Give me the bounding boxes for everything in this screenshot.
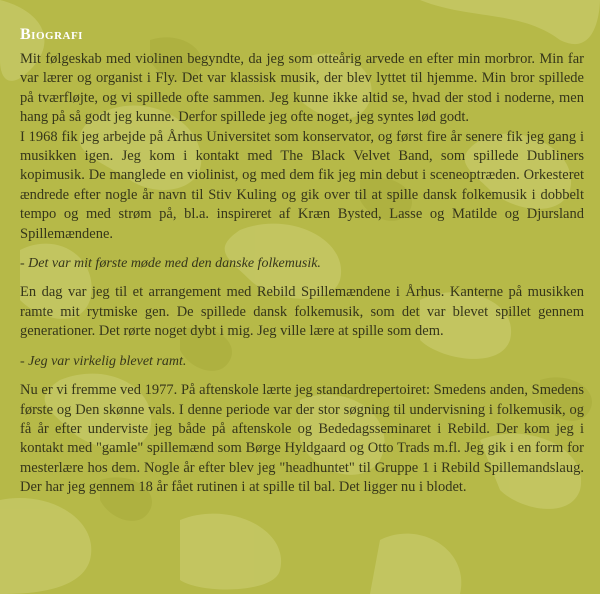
paragraph: I 1968 fik jeg arbejde på Århus Universitet som konservator, og først fire år senere fik jeg gang i musikken igen. Jeg kom i kontakt med The Black Velvet Band, som spillede Dubliners kopimusik. De manglede en violinist, og med dem fik jeg min debut i sceneoptræden. Orkesteret ændrede efter nogle år navn til Stiv Kuling og gik over til at spille dansk folkemusik i dobbelt tempo og med strøm på, bl.a. inspireret af Kræn Bysted, Lasse og Matilde og Djursland Spillemændene. <box>20 128 584 242</box>
quote-line: - Jeg var virkelig blevet ramt. <box>20 353 187 369</box>
paragraph: En dag var jeg til et arrangement med Rebild Spillemændene i Århus. Kanterne på musikken ramte mit rytmiske gen. De spillede dansk folkemusik, som det var blevet spillet gennem generationer. Det rørte noget dybt i mig. Jeg ville lære at spille som dem. <box>20 284 584 340</box>
quote-line: - Det var mit første møde med den danske folkemusik. <box>20 256 321 272</box>
document-page <box>20 26 584 498</box>
paragraph: Nu er vi fremme ved 1977. På aftenskole lærte jeg standardrepertoiret: Smedens anden, Smedens første og Den skønne vals. I denne periode var der stor søgning til undervisning i folkemusik, og få år efter underviste jeg både på aftenskole og Bededagsseminaret i Rebild. Der kom jeg i kontakt med "gamle" spillemænd som Børge Hyldgaard og Otto Trads m.fl. Jeg gik i en form for mesterlære hos dem. Nogle år efter blev jeg "headhuntet" til Gruppe 1 i Rebild Spillemandslaug. Der har jeg gennem 18 år fået rutinen i at spille til bal. Det ligger nu i blodet. <box>20 382 584 496</box>
section-heading: Biografi <box>20 26 83 43</box>
paragraph: Mit følgeskab med violinen begyndte, da jeg som otteårig arvede en efter min morbror. Min far var lærer og organist i Fly. Det var klassisk musik, der blev lyttet til hjemme. Min bror spillede på tværfløjte, og vi spillede ofte sammen. Jeg kunne ikke altid se, hvad der stod i noderne, men hang på så godt jeg kunne. Derfor spillede jeg ofte noget, jeg syntes lød godt. <box>20 51 584 126</box>
